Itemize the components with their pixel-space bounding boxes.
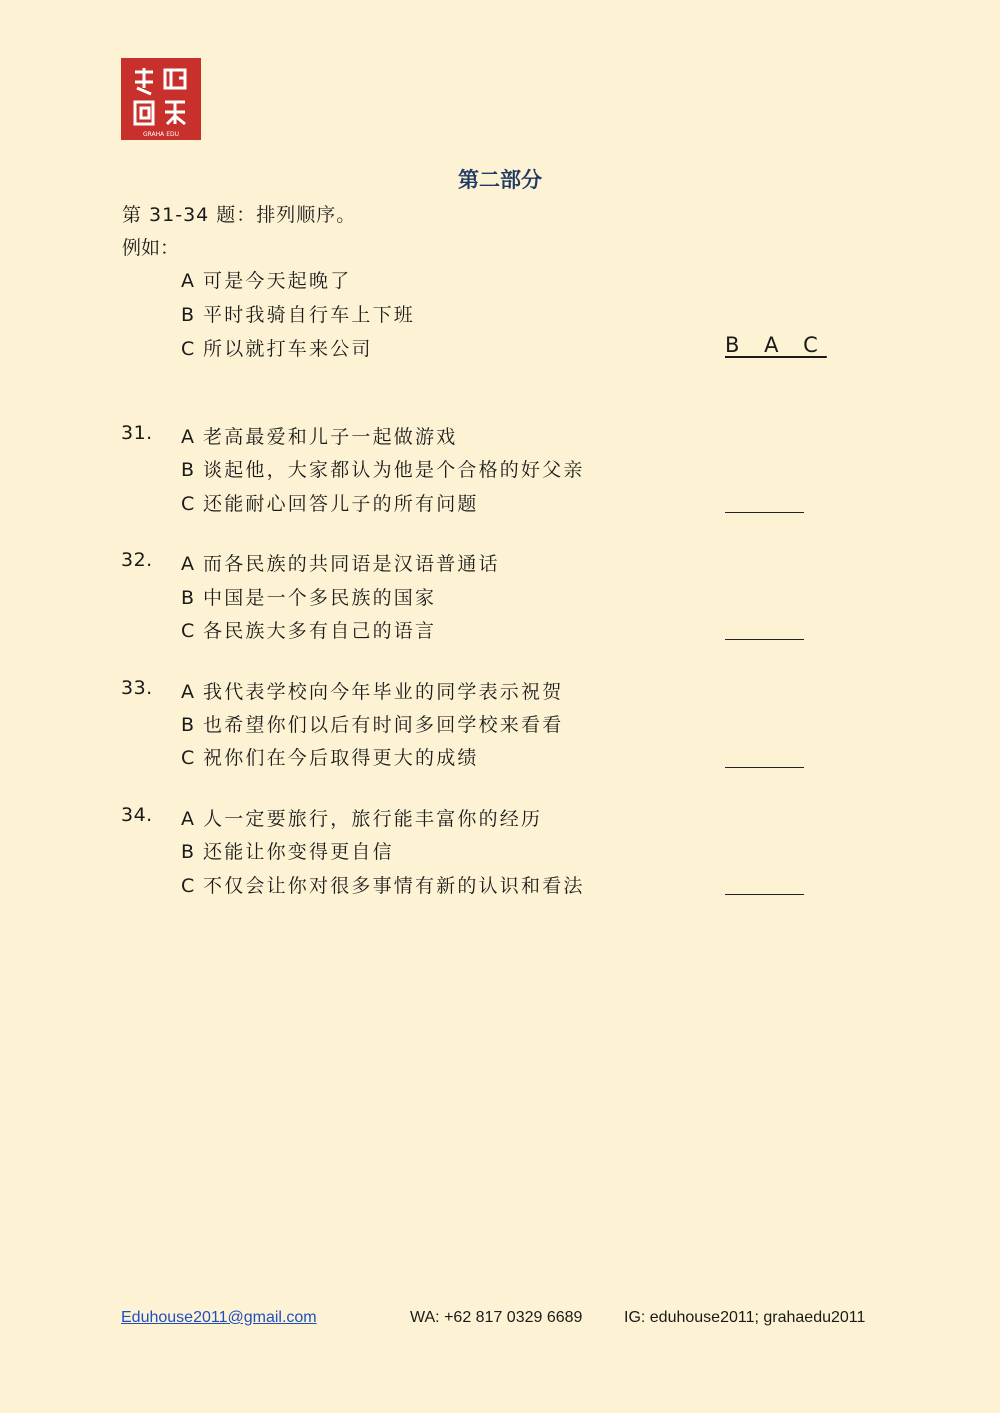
logo-caption: GRAHA EDU: [142, 131, 180, 138]
question-33-line-a: A 我代表学校向今年毕业的同学表示祝贺: [181, 681, 564, 703]
answer-blank-32[interactable]: [725, 639, 804, 640]
answer-blank-31[interactable]: [725, 512, 804, 513]
example-line-a: A 可是今天起晚了: [181, 270, 352, 292]
instruction: 第 31-34 题：排列顺序。: [122, 204, 357, 226]
question-32-line-b: B 中国是一个多民族的国家: [181, 587, 437, 609]
question-number-33: 33.: [121, 677, 153, 699]
footer-whatsapp: WA: +62 817 0329 6689: [410, 1309, 583, 1326]
logo-seal-icon: [121, 58, 201, 140]
graha-edu-logo: [121, 58, 201, 140]
example-answer: B A C: [725, 333, 827, 357]
section-title: 第二部分: [458, 167, 542, 192]
footer-email-link[interactable]: Eduhouse2011@gmail.com: [121, 1309, 317, 1326]
question-33-line-c: C 祝你们在今后取得更大的成绩: [181, 747, 479, 769]
question-31-line-c: C 还能耐心回答儿子的所有问题: [181, 493, 479, 515]
footer-instagram: IG: eduhouse2011; grahaedu2011: [624, 1309, 866, 1326]
question-33-line-b: B 也希望你们以后有时间多回学校来看看: [181, 714, 564, 736]
question-32-line-c: C 各民族大多有自己的语言: [181, 620, 437, 642]
question-34-line-a: A 人一定要旅行，旅行能丰富你的经历: [181, 808, 543, 830]
question-34-line-b: B 还能让你变得更自信: [181, 841, 394, 863]
question-32-line-a: A 而各民族的共同语是汉语普通话: [181, 553, 500, 575]
question-number-32: 32.: [121, 549, 153, 571]
question-31-line-a: A 老高最爱和儿子一起做游戏: [181, 426, 458, 448]
answer-blank-34[interactable]: [725, 894, 804, 895]
question-number-34: 34.: [121, 804, 153, 826]
question-number-31: 31.: [121, 422, 153, 444]
example-line-c: C 所以就打车来公司: [181, 338, 373, 360]
example-line-b: B 平时我骑自行车上下班: [181, 304, 416, 326]
question-31-line-b: B 谈起他，大家都认为他是个合格的好父亲: [181, 459, 585, 481]
example-label: 例如：: [122, 237, 180, 259]
question-34-line-c: C 不仅会让你对很多事情有新的认识和看法: [181, 875, 585, 897]
answer-blank-33[interactable]: [725, 767, 804, 768]
